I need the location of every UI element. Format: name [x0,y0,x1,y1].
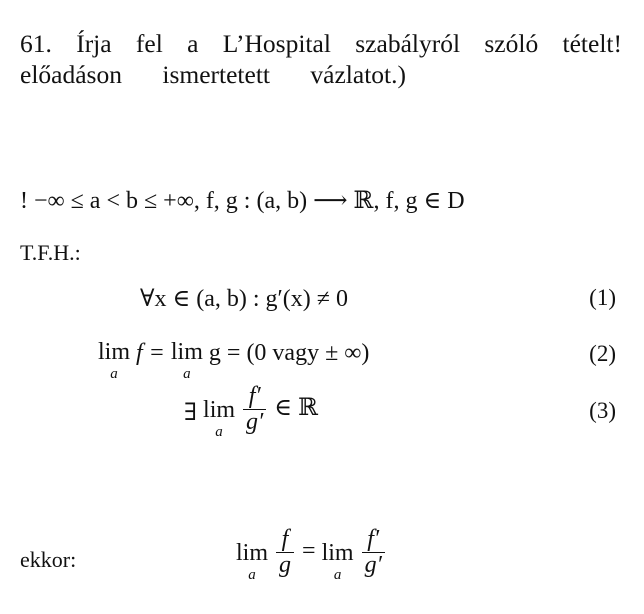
equation-number-1: (1) [589,285,616,310]
equation-number-2: (2) [589,341,616,366]
condition-1-text: ∀x ∈ (a, b) : g′(x) ≠ 0 [140,286,348,312]
problem-title [20,28,622,90]
fraction: $\frac{f'}{g'}$ [362,527,385,578]
condition-2-rest: g = (0 vagy ± ∞) [208,340,370,366]
condition-2-mid: f = [136,340,165,366]
condition-2 [98,340,369,382]
equation-number-3: (3) [589,398,616,423]
fraction: $\frac{f}{g}$ [276,527,294,578]
limit-operator: lim a [321,540,354,583]
fraction: $\frac{f'}{g'}$ [243,384,266,435]
limit-operator: lim a [98,339,131,382]
tfh-label: T.F.H.: [20,240,81,265]
condition-3 [184,383,319,440]
exists-symbol: ∃ [184,400,198,426]
equals-sign: = [302,538,316,565]
hypothesis-line: ! −∞ ≤ a < b ≤ +∞, f, g : (a, b) ⟶ ℝ, f, g ∈ D [20,188,465,214]
condition-1 [140,284,348,313]
conclusion-label: ekkor: [20,547,77,572]
title-line-1: 61. Írja fel a L’Hospital szabályról szóló tételt! [20,29,622,58]
conclusion-formula [236,526,387,583]
condition-3-rest: ∈ ℝ [274,395,319,422]
limit-operator: lim a [236,540,269,583]
limit-operator: lim a [170,339,203,382]
title-line-2: előadáson ismertetett vázlatot.) [20,60,406,89]
limit-operator: lim a [203,397,236,440]
